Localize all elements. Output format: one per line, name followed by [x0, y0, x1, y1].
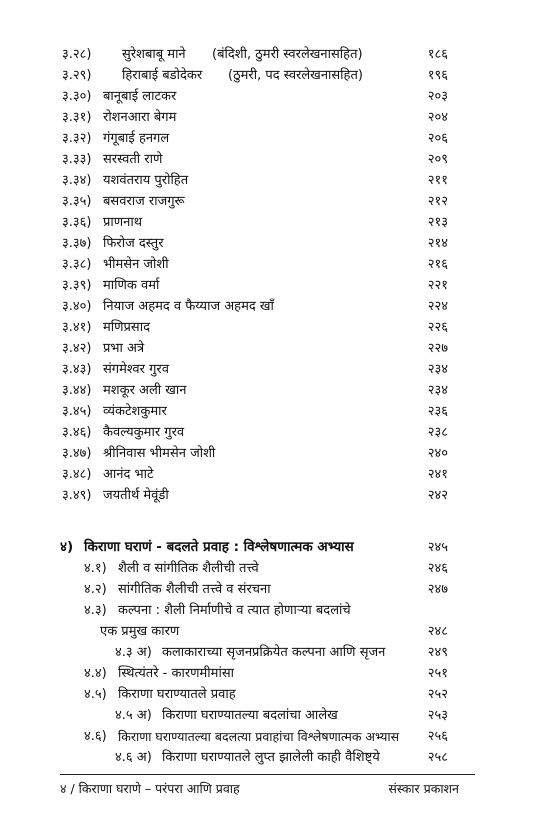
entry-page: २०६: [427, 131, 448, 146]
entry-title: एक प्रमुख कारण: [100, 624, 180, 639]
entry-number: ४.६): [84, 729, 107, 744]
chapter-page: २४५: [427, 540, 448, 555]
entry-page: २२४: [427, 299, 448, 314]
entry-title: बसवराज राजगुरू: [103, 194, 185, 209]
entry-page: १९६: [427, 68, 448, 83]
entry-page: २३८: [427, 425, 448, 440]
entry-page: २१४: [427, 236, 448, 251]
entry-title: प्राणनाथ: [103, 215, 143, 230]
entry-number: ३.३०): [62, 89, 92, 104]
entry-title: मणिप्रसाद: [103, 320, 150, 335]
entry-title: कलाकाराच्या सृजनप्रक्रियेत कल्पना आणि सृजन: [162, 645, 386, 660]
entry-title: कल्पना : शैली निर्माणीचे व त्यात होणाऱ्या बदलांचे: [118, 603, 351, 618]
entry-page: २४०: [427, 446, 448, 461]
entry-number: ४.५): [84, 687, 107, 702]
toc-entry: [0, 128, 535, 149]
entry-number: ४.४): [84, 666, 107, 681]
toc-entry: [0, 401, 535, 422]
entry-note: (बंदिशी, ठुमरी स्वरलेखनासहित): [212, 47, 363, 62]
entry-number: ३.३२): [62, 131, 92, 146]
entry-title: रोशनआरा बेगम: [103, 110, 177, 125]
toc-entry: [0, 296, 535, 317]
toc-entry: [0, 254, 535, 275]
entry-number: ४.१): [84, 561, 107, 576]
entry-page: २३४: [427, 383, 448, 398]
entry-page: २२६: [427, 320, 448, 335]
entry-number: ३.४८): [62, 467, 92, 482]
entry-title: आनंद भाटे: [103, 467, 154, 482]
entry-title: किराणा घराण्यातल्या बदलत्या प्रवाहांचा विश्लेषणात्मक अभ्यास: [118, 729, 400, 744]
entry-page: २५८: [427, 750, 448, 765]
entry-title: स्थित्यंतरे - कारणमीमांसा: [118, 666, 234, 681]
entry-page: २४६: [427, 561, 448, 576]
entry-title: श्रीनिवास भीमसेन जोशी: [103, 446, 216, 461]
entry-number: ४.३): [84, 603, 107, 618]
entry-number: ३.३१): [62, 110, 92, 125]
entry-title: हिराबाई बडोदेकर: [122, 68, 203, 83]
entry-note: (ठुमरी, पद स्वरलेखनासहित): [228, 68, 363, 83]
entry-title: प्रभा अत्रे: [103, 341, 145, 356]
entry-number: ३.३८): [62, 257, 92, 272]
entry-page: २४९: [427, 645, 448, 660]
entry-number: ३.४९): [62, 488, 92, 503]
entry-page: २५६: [427, 729, 448, 744]
entry-number: ४.६ अ): [115, 750, 152, 765]
entry-title: सुरेशबाबू माने: [122, 47, 186, 62]
entry-number: ३.४३): [62, 362, 92, 377]
footer-publisher: संस्कार प्रकाशन: [388, 781, 459, 796]
toc-entry: [0, 149, 535, 170]
entry-page: २०३: [427, 89, 448, 104]
entry-title: संगमेश्वर गुरव: [103, 362, 169, 377]
entry-number: ४.५ अ): [115, 708, 152, 723]
entry-title: नियाज अहमद व फैय्याज अहमद खाँ: [103, 299, 274, 314]
entry-number: ३.४४): [62, 383, 92, 398]
entry-number: ३.३६): [62, 215, 92, 230]
entry-title: किराणा घराण्यातले प्रवाह: [118, 687, 236, 702]
entry-page: २१६: [427, 257, 448, 272]
entry-page: २०९: [427, 152, 448, 167]
entry-page: २४८: [427, 624, 448, 639]
entry-title: फिरोज दस्तुर: [103, 236, 164, 251]
entry-title: किराणा घराण्यातले लुप्त झालेली काही वैशिष्ट्ये: [162, 750, 380, 765]
toc-entry: [0, 86, 535, 107]
toc-entry: [0, 44, 535, 65]
toc-entry: [0, 65, 535, 86]
toc-entry: [0, 275, 535, 296]
entry-title: सरस्वती राणे: [103, 152, 163, 167]
page-footer: [0, 778, 535, 800]
entry-number: ३.४२): [62, 341, 92, 356]
toc-subentry: [0, 684, 535, 705]
entry-page: २०४: [427, 110, 448, 125]
toc-entry: [0, 464, 535, 485]
toc-subentry: [0, 747, 535, 768]
entry-number: ३.४६): [62, 425, 92, 440]
chapter-title: किराणा घराणं - बदलते प्रवाह : विश्लेषणात्मक अभ्यास: [84, 539, 354, 555]
toc-subentry: [0, 663, 535, 684]
entry-number: ३.४५): [62, 404, 92, 419]
toc-entry: [0, 422, 535, 443]
toc-entry: [0, 233, 535, 254]
entry-number: ३.२८): [62, 47, 92, 62]
toc-entry: [0, 212, 535, 233]
entry-number: ३.३९): [62, 278, 92, 293]
entry-page: २२१: [427, 278, 448, 293]
toc-subentry: [0, 642, 535, 663]
entry-page: २५१: [427, 666, 448, 681]
entry-page: २५२: [427, 687, 448, 702]
toc-entry: [0, 359, 535, 380]
entry-number: ३.४७): [62, 446, 92, 461]
chapter-number: ४): [60, 539, 74, 555]
entry-title: सांगीतिक शैलीची तत्त्वे व संरचना: [118, 582, 271, 597]
entry-page: २३४: [427, 362, 448, 377]
toc-subentry: [0, 579, 535, 600]
toc-entry: [0, 191, 535, 212]
entry-title: कैवल्यकुमार गुरव: [103, 425, 185, 440]
entry-page: २४२: [427, 488, 448, 503]
entry-number: ३.३५): [62, 194, 92, 209]
entry-number: ३.२९): [62, 68, 92, 83]
entry-title: भीमसेन जोशी: [103, 257, 169, 272]
entry-number: ३.४१): [62, 320, 92, 335]
toc-entry: [0, 338, 535, 359]
entry-number: ३.३७): [62, 236, 92, 251]
entry-page: १८६: [427, 47, 448, 62]
entry-page: २१३: [427, 215, 448, 230]
entry-page: २३६: [427, 404, 448, 419]
entry-number: ३.३४): [62, 173, 92, 188]
toc-entry: [0, 107, 535, 128]
footer-book-title: ४ / किराणा घराणे – परंपरा आणि प्रवाह: [60, 781, 240, 796]
entry-number: ३.४०): [62, 299, 92, 314]
toc-entry: [0, 170, 535, 191]
entry-page: २५३: [427, 708, 448, 723]
entry-title: बानूबाई लाटकर: [103, 89, 177, 104]
entry-title: माणिक वर्मा: [103, 278, 160, 293]
entry-title: शैली व सांगीतिक शैलीची तत्त्वे: [118, 561, 259, 576]
toc-entry: [0, 485, 535, 506]
toc-entry: [0, 443, 535, 464]
toc-subentry: [0, 558, 535, 579]
entry-number: ३.३३): [62, 152, 92, 167]
toc-entry: [0, 317, 535, 338]
entry-page: २१२: [427, 194, 448, 209]
entry-title: जयतीर्थ मेवूंडी: [103, 488, 169, 503]
entry-title: व्यंकटेशकुमार: [103, 404, 167, 419]
toc-subentry: [0, 726, 535, 747]
toc-entry: [0, 380, 535, 401]
entry-page: २२७: [427, 341, 448, 356]
entry-page: २४१: [427, 467, 448, 482]
toc-subentry-continuation: [0, 621, 535, 642]
entry-number: ४.२): [84, 582, 107, 597]
entry-title: किराणा घराण्यातल्या बदलांचा आलेख: [162, 708, 338, 723]
toc-subentry: [0, 705, 535, 726]
entry-title: यशवंतराय पुरोहित: [103, 173, 189, 188]
entry-title: गंगूबाई हनगल: [103, 131, 170, 146]
entry-number: ४.३ अ): [115, 645, 152, 660]
entry-page: २४७: [427, 582, 448, 597]
entry-page: २११: [427, 173, 448, 188]
entry-title: मशकूर अली खान: [103, 383, 187, 398]
chapter-heading: [0, 537, 535, 558]
footer-divider: [60, 774, 475, 775]
toc-subentry: [0, 600, 535, 621]
